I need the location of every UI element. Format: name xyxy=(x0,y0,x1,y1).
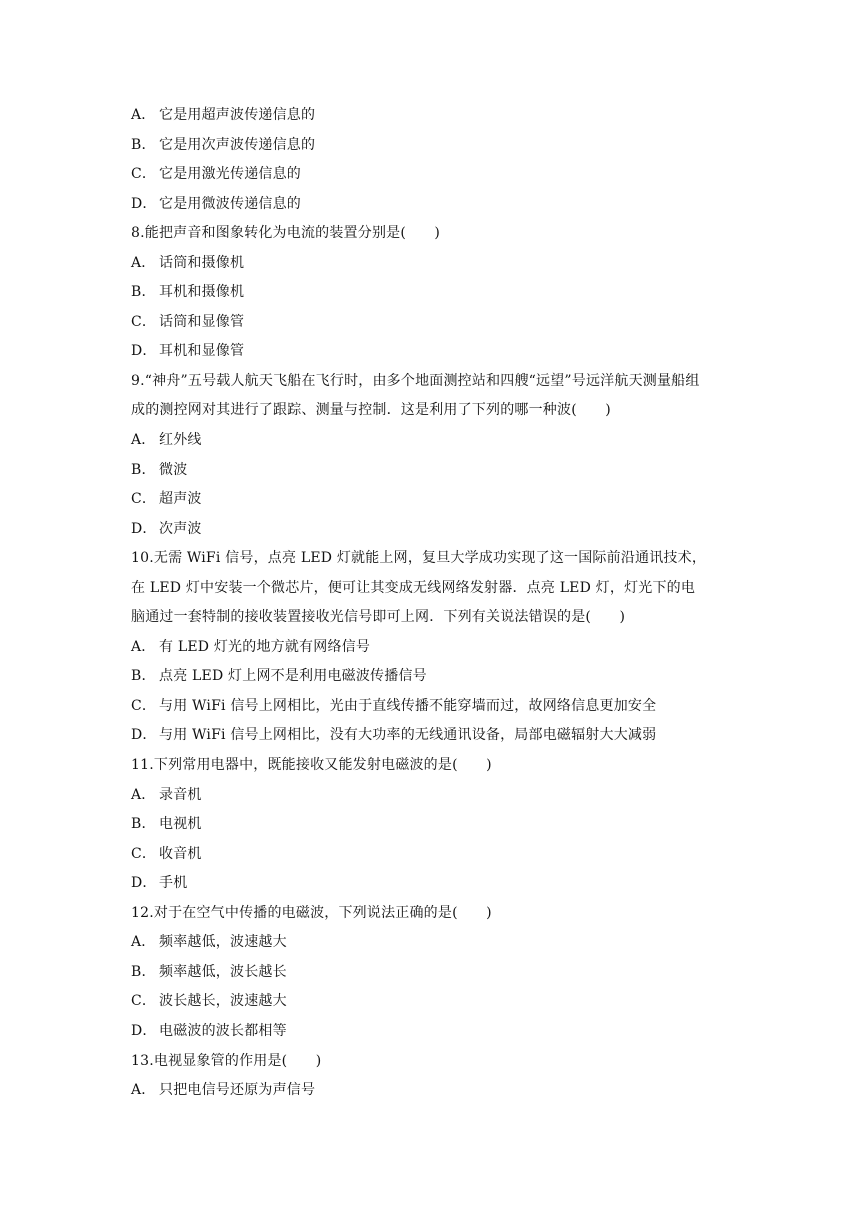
option-letter: B． xyxy=(131,136,156,153)
q9-option-a xyxy=(131,426,731,456)
q7-option-a xyxy=(131,101,731,131)
q8-stem: 8.能把声音和图象转化为电流的装置分别是( ) xyxy=(131,225,441,242)
q13-stem: 13.电视显象管的作用是( ) xyxy=(131,1052,322,1069)
q10-option-a xyxy=(131,633,731,663)
q11-option-a xyxy=(131,781,731,811)
option-text: 超声波 xyxy=(159,491,202,508)
option-letter: C． xyxy=(131,491,157,508)
option-text: 耳机和显像管 xyxy=(159,343,245,360)
q10-stem-line-1: 10.无需 WiFi 信号，点亮 LED 灯就能上网，复旦大学成功实现了这一国际前沿通讯技术， xyxy=(131,550,707,567)
option-text: 与用 WiFi 信号上网相比，没有大功率的无线通讯设备，局部电磁辐射大大减弱 xyxy=(159,727,657,744)
option-text: 频率越低，波速越大 xyxy=(159,934,287,951)
q10-stem-line-2: 在 LED 灯中安装一个微芯片，便可让其变成无线网络发射器．点亮 LED 灯，灯光下的电 xyxy=(131,579,696,596)
q9-stem-line-1: 9.“神舟”五号载人航天飞船在飞行时，由多个地面测控站和四艘“远望”号远洋航天测量船组 xyxy=(131,372,700,389)
q13-option-a xyxy=(131,1076,731,1106)
option-letter: C． xyxy=(131,166,157,183)
option-letter: A． xyxy=(131,107,156,123)
option-letter: D． xyxy=(131,520,157,537)
option-text: 有 LED 灯光的地方就有网络信号 xyxy=(159,638,371,655)
q11-option-b xyxy=(131,810,731,840)
option-text: 录音机 xyxy=(159,786,202,803)
option-letter: B． xyxy=(131,963,156,980)
q8-option-b xyxy=(131,278,731,308)
option-letter: B． xyxy=(131,816,156,833)
option-text: 电磁波的波长都相等 xyxy=(159,1022,287,1039)
q11-stem: 11.下列常用电器中，既能接收又能发射电磁波的是( ) xyxy=(131,757,492,774)
q12-option-d xyxy=(131,1017,731,1047)
option-text: 只把电信号还原为声信号 xyxy=(159,1082,316,1099)
option-text: 它是用次声波传递信息的 xyxy=(159,136,316,153)
q11-option-c xyxy=(131,840,731,870)
q12-option-b xyxy=(131,958,731,988)
q11-option-d xyxy=(131,869,731,899)
q8-option-d xyxy=(131,337,731,367)
q12-option-a xyxy=(131,928,731,958)
option-letter: C． xyxy=(131,697,157,714)
option-text: 频率越低，波长越长 xyxy=(159,963,287,980)
option-letter: C． xyxy=(131,845,157,862)
q7-option-d xyxy=(131,190,731,220)
q9-option-c xyxy=(131,485,731,515)
option-letter: A． xyxy=(131,1082,156,1099)
option-letter: A． xyxy=(131,432,156,449)
option-text: 微波 xyxy=(159,461,188,478)
option-letter: C． xyxy=(131,313,157,330)
option-text: 耳机和摄像机 xyxy=(159,284,245,301)
option-text: 话筒和摄像机 xyxy=(159,254,245,271)
option-letter: A． xyxy=(131,254,156,271)
q12-stem: 12.对于在空气中传播的电磁波，下列说法正确的是( ) xyxy=(131,904,492,921)
option-letter: B． xyxy=(131,668,156,685)
q10-option-d xyxy=(131,721,731,751)
option-text: 它是用微波传递信息的 xyxy=(159,195,301,212)
option-letter: A． xyxy=(131,786,156,803)
option-letter: D． xyxy=(131,875,157,892)
option-text: 点亮 LED 灯上网不是利用电磁波传播信号 xyxy=(159,668,427,685)
option-text: 电视机 xyxy=(159,816,202,833)
option-letter: B． xyxy=(131,461,156,478)
q10-option-c xyxy=(131,692,731,722)
option-text: 话筒和显像管 xyxy=(159,313,245,330)
option-letter: A． xyxy=(131,638,156,655)
q9-stem-line-2: 成的测控网对其进行了跟踪、测量与控制．这是利用了下列的哪一种波( ) xyxy=(131,402,611,419)
q7-option-b xyxy=(131,131,731,161)
q9-option-b xyxy=(131,456,731,486)
option-text: 次声波 xyxy=(159,520,202,537)
q8-option-c xyxy=(131,308,731,338)
option-letter: D． xyxy=(131,343,157,360)
option-text: 红外线 xyxy=(159,432,202,449)
question-list xyxy=(131,101,731,1106)
option-letter: D． xyxy=(131,195,157,212)
option-text: 手机 xyxy=(159,875,188,892)
option-text: 收音机 xyxy=(159,845,202,862)
q12-option-c xyxy=(131,987,731,1017)
q8-option-a xyxy=(131,249,731,279)
option-text: 它是用激光传递信息的 xyxy=(159,166,301,183)
option-letter: C． xyxy=(131,993,157,1010)
option-text: 与用 WiFi 信号上网相比，光由于直线传播不能穿墙而过，故网络信息更加安全 xyxy=(159,697,657,714)
q9-option-d xyxy=(131,515,731,545)
option-letter: B． xyxy=(131,284,156,301)
q10-stem-line-3: 脑通过一套特制的接收装置接收光信号即可上网．下列有关说法错误的是( ) xyxy=(131,609,626,626)
q10-option-b xyxy=(131,662,731,692)
option-letter: D． xyxy=(131,1022,157,1039)
option-letter: D． xyxy=(131,727,157,744)
option-text: 它是用超声波传递信息的 xyxy=(159,107,316,123)
option-text: 波长越长，波速越大 xyxy=(159,993,287,1010)
option-letter: A． xyxy=(131,934,156,951)
q7-option-c xyxy=(131,160,731,190)
